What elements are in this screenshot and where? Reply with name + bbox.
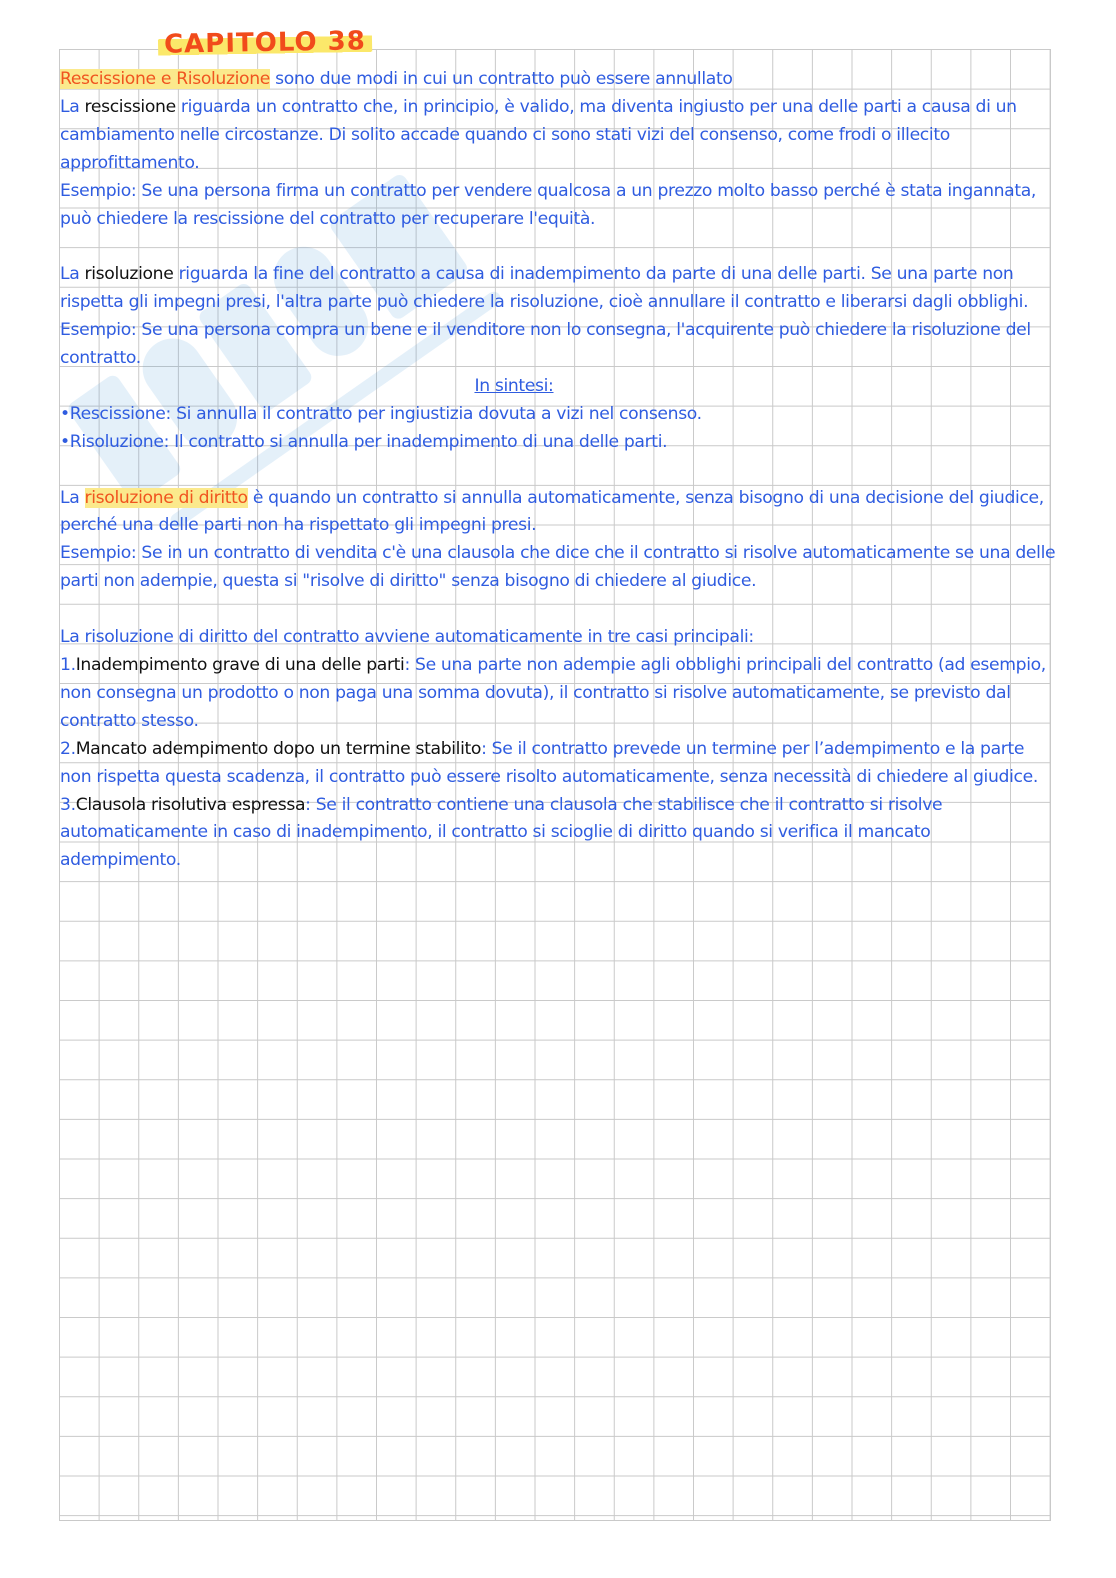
document-body bbox=[60, 66, 1056, 875]
rescissione-text: riguarda un contratto che, in principio, è valido, ma diventa ingiusto per una delle parti a causa di un cambiamento nelle circostanze. Di solito accade quando ci sono stati vizi del consenso, come frodi o illecito approfittamento. bbox=[60, 96, 1017, 173]
caso-item bbox=[60, 736, 1056, 792]
caso-number: 2. bbox=[60, 738, 76, 759]
caso-term: Mancato adempimento dopo un termine stabilito bbox=[75, 738, 482, 759]
sintesi-heading-row bbox=[60, 373, 1056, 401]
risoluzione-example: Esempio: Se una persona compra un bene e il venditore non lo consegna, l'acquirente può chiedere la risoluzione del contratto. bbox=[60, 320, 1031, 369]
risoluzione-diritto-paragraph bbox=[60, 485, 1056, 541]
risoluzione-paragraph bbox=[60, 261, 1056, 317]
sintesi-item: •Rescissione: Si annulla il contratto per ingiustizia dovuta a vizi nel consenso. bbox=[60, 403, 702, 424]
casi-intro: La risoluzione di diritto del contratto avviene automaticamente in tre casi principali: bbox=[60, 627, 754, 648]
caso-term: Inadempimento grave di una delle parti bbox=[75, 654, 405, 675]
intro-paragraph bbox=[60, 66, 1056, 94]
caso-number: 3. bbox=[60, 794, 76, 815]
caso-item bbox=[60, 792, 1056, 876]
rescissione-example: Esempio: Se una persona firma un contratto per vendere qualcosa a un prezzo molto basso perché è stata ingannata, può chiedere la rescissione del contratto per recuperare l'equità. bbox=[60, 180, 1037, 229]
risoluzione-diritto-example: Esempio: Se in un contratto di vendita c'è una clausola che dice che il contratto si risolve automaticamente se una delle parti non adempie, questa si "risolve di diritto" senza bisogno di chiedere al giudice. bbox=[60, 543, 1056, 592]
risoluzione-pre: La bbox=[60, 264, 85, 285]
sintesi-heading: In sintesi: bbox=[474, 375, 554, 396]
intro-text: sono due modi in cui un contratto può essere annullato bbox=[269, 69, 733, 89]
page-title: CAPITOLO 38 bbox=[158, 24, 372, 58]
rescissione-pre: La bbox=[60, 96, 85, 117]
spacer bbox=[60, 233, 1056, 261]
caso-text: : Se una parte non adempie agli obblighi principali del contratto (ad esempio, non consegna un prodotto o non paga una somma dovuta), il contratto si risolve automaticamente, se previsto dal contratto stesso. bbox=[60, 654, 1046, 731]
sintesi-item: •Risoluzione: Il contratto si annulla per inadempimento di una delle parti. bbox=[60, 431, 668, 452]
risoluzione-diritto-text: è quando un contratto si annulla automaticamente, senza bisogno di una decisione del giudice, perché una delle parti non ha rispettato gli impegni presi. bbox=[60, 487, 1044, 536]
caso-text: : Se il contratto contiene una clausola che stabilisce che il contratto si risolve automaticamente in caso di inadempimento, il contratto si scioglie di diritto quando si verifica il mancato adempimento. bbox=[60, 794, 943, 871]
caso-text: : Se il contratto prevede un termine per l’adempimento e la parte non rispetta questa scadenza, il contratto può essere risolto automaticamente, senza necessità di chiedere al giudice. bbox=[60, 738, 1038, 787]
risoluzione-diritto-term: risoluzione di diritto bbox=[84, 487, 248, 508]
caso-item bbox=[60, 652, 1056, 736]
rescissione-term: rescissione bbox=[84, 96, 176, 117]
caso-term: Clausola risolutiva espressa bbox=[75, 794, 306, 815]
risoluzione-term: risoluzione bbox=[84, 264, 174, 285]
rescissione-paragraph bbox=[60, 94, 1056, 178]
caso-number: 1. bbox=[60, 654, 76, 675]
risoluzione-diritto-pre: La bbox=[60, 487, 85, 508]
spacer bbox=[60, 457, 1056, 485]
spacer bbox=[60, 596, 1056, 624]
intro-term: Rescissione e Risoluzione bbox=[60, 69, 270, 89]
risoluzione-text: riguarda la fine del contratto a causa di inadempimento da parte di una delle parti. Se una parte non rispetta gli impegni presi, l'altra parte può chiedere la risoluzione, cioè annullare il contratto e liberarsi dagli obblighi. bbox=[60, 264, 1029, 313]
